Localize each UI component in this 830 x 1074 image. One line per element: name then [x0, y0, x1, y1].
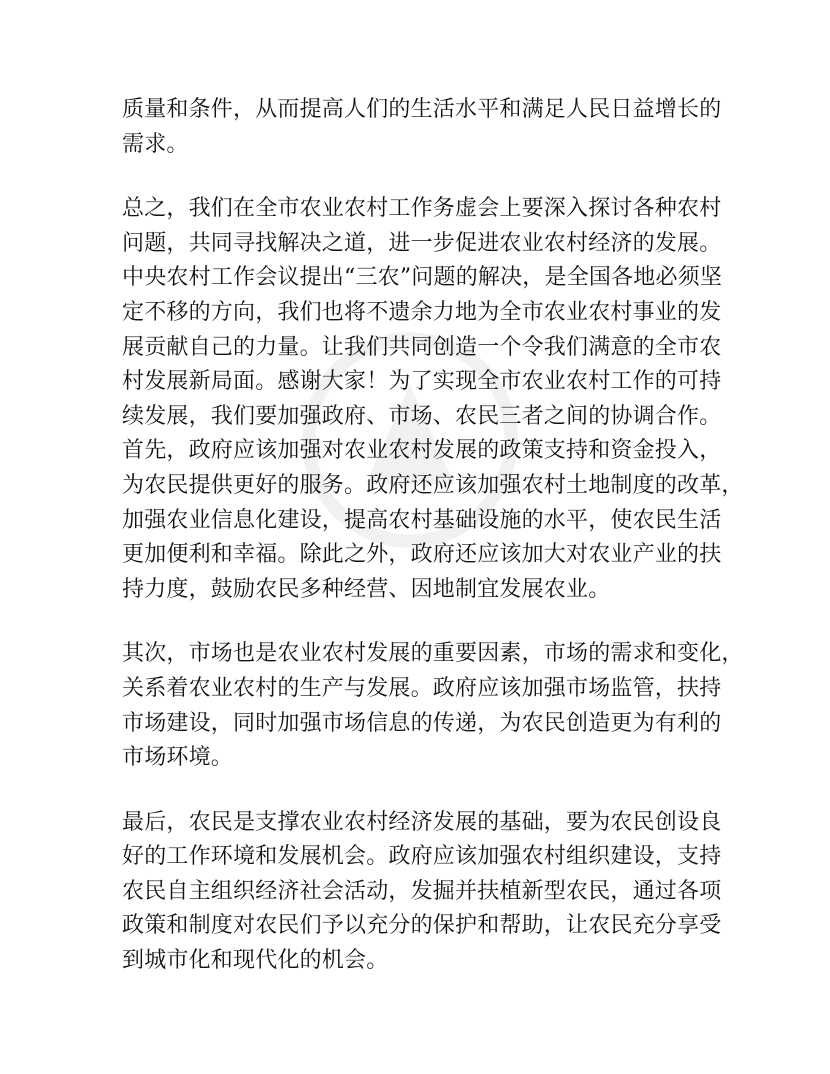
text-line: 加强农业信息化建设，提高农村基础设施的水平，使农民生活: [122, 507, 722, 533]
text-line: 为农民提供更好的服务。政府还应该加强农村土地制度的改革，: [122, 472, 744, 498]
text-line: 需求。: [122, 131, 189, 157]
text-line: 问题，共同寻找解决之道，进一步促进农业农村经济的发展。: [122, 230, 722, 256]
text-line: 展贡献自己的力量。让我们共同创造一个令我们满意的全市农: [122, 334, 722, 360]
paragraph: [122, 93, 722, 162]
text-line: 续发展，我们要加强政府、市场、农民三者之间的协调合作。: [122, 403, 722, 429]
text-line: 政策和制度对农民们予以充分的保护和帮助，让农民充分享受: [122, 913, 722, 939]
paragraph: [122, 637, 744, 775]
text-line: 更加便利和幸福。除此之外，政府还应该加大对农业产业的扶: [122, 542, 722, 568]
text-line: 到城市化和现代化的机会。: [122, 948, 389, 974]
text-line: 好的工作环境和发展机会。政府应该加强农村组织建设，支持: [122, 844, 722, 870]
text-line: 持力度，鼓励农民多种经营、因地制宜发展农业。: [122, 576, 611, 602]
text-line: 首先，政府应该加强对农业农村发展的政策支持和资金投入，: [122, 438, 722, 464]
text-line: 中央农村工作会议提出“三农”问题的解决，是全国各地必须坚: [122, 265, 723, 291]
text-line: 总之，我们在全市农业农村工作务虚会上要深入探讨各种农村: [122, 196, 722, 222]
text-line: 市场环境。: [122, 745, 234, 771]
paragraph: [122, 192, 744, 607]
paragraph: [122, 806, 722, 979]
text-line: 村发展新局面。感谢大家！为了实现全市农业农村工作的可持: [122, 369, 722, 395]
text-line: 农民自主组织经济社会活动，发掘并扶植新型农民，通过各项: [122, 878, 722, 904]
text-line: 定不移的方向，我们也将不遗余力地为全市农业农村事业的发: [122, 299, 722, 325]
document-body: [122, 93, 744, 1009]
text-line: 质量和条件，从而提高人们的生活水平和满足人民日益增长的: [122, 97, 722, 122]
text-line: 其次，市场也是农业农村发展的重要因素，市场的需求和变化，: [122, 641, 744, 667]
text-line: 市场建设，同时加强市场信息的传递，为农民创造更为有利的: [122, 710, 722, 736]
text-line: 关系着农业农村的生产与发展。政府应该加强市场监管，扶持: [122, 675, 722, 701]
text-line: 最后，农民是支撑农业农村经济发展的基础，要为农民创设良: [122, 809, 722, 835]
